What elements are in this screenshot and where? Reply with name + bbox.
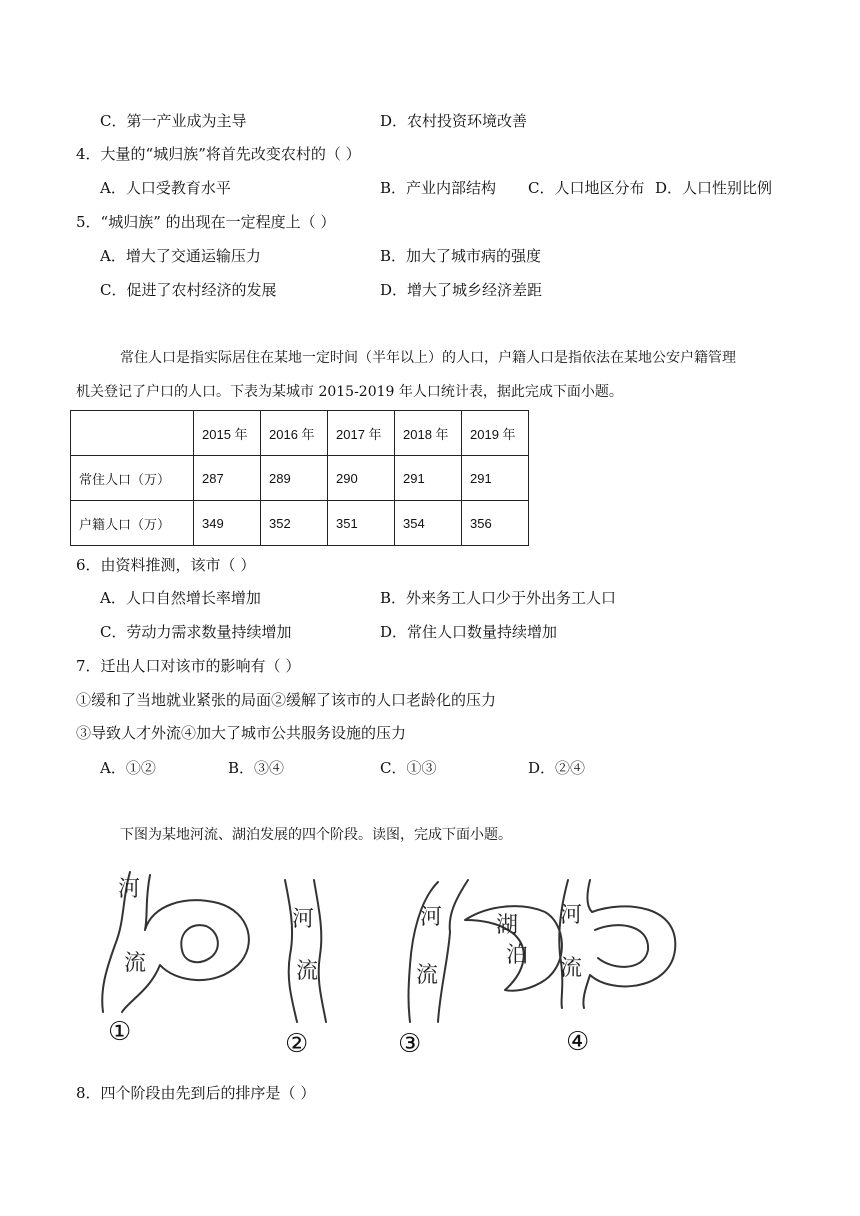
q8-stem: 8．四个阶段由先到后的排序是（ ）: [76, 1084, 316, 1102]
river-lake-stages-figure: [0, 860, 860, 1060]
q6-option-b: B．外来务工人口少于外出务工人口: [380, 589, 617, 607]
passage-1-line-2: 机关登记了户口的人口。下表为某城市 2015-2019 年人口统计表，据此完成下面小题。: [76, 384, 623, 400]
q4-option-c: C．人口地区分布: [528, 179, 645, 197]
stage-1-number: ①: [108, 1017, 132, 1047]
table-cell: 290: [328, 456, 395, 501]
stage-3-diagram: [409, 880, 562, 1022]
stage-1-river-label: 流: [124, 951, 147, 976]
stage-3-lake-label: 泊: [506, 943, 529, 968]
stage-4-diagram: [559, 880, 675, 1008]
q5-option-c: C．促进了农村经济的发展: [100, 281, 277, 299]
q7-option-a: A．①②: [100, 759, 156, 777]
stage-2-river-label: 河: [292, 907, 315, 932]
table-header-cell: 2015 年: [194, 411, 261, 456]
q5-option-d: D．增大了城乡经济差距: [380, 281, 543, 299]
table-row: [71, 501, 529, 546]
table-cell: 352: [261, 501, 328, 546]
stage-4-number: ④: [566, 1027, 590, 1057]
table-cell: 351: [328, 501, 395, 546]
q7-option-d: D．②④: [528, 759, 586, 777]
population-table: [70, 410, 529, 546]
stage-3-river-label: 流: [416, 963, 439, 988]
table-cell: 289: [261, 456, 328, 501]
stage-2-number: ②: [285, 1029, 309, 1059]
stage-4-river-label: 河: [560, 903, 583, 928]
table-header-cell: 2017 年: [328, 411, 395, 456]
q6-stem: 6．由资料推测，该市（ ）: [76, 556, 256, 574]
stage-1-river-label: 河: [118, 877, 141, 902]
table-corner-cell: [71, 411, 194, 456]
table-cell: 287: [194, 456, 261, 501]
stage-2-river-label: 流: [296, 959, 319, 984]
q6-option-a: A．人口自然增长率增加: [100, 589, 261, 607]
q5-option-b: B．加大了城市病的强度: [380, 247, 542, 265]
stage-4-river-label: 流: [560, 956, 583, 981]
table-header-cell: 2016 年: [261, 411, 328, 456]
passage-1-line-1: 常住人口是指实际居住在某地一定时间（半年以上）的人口，户籍人口是指依法在某地公安户籍管理: [120, 350, 736, 366]
q5-stem: 5．“城归族” 的出现在一定程度上（ ）: [76, 213, 336, 231]
table-header-cell: 2019 年: [462, 411, 529, 456]
passage-2-line-1: 下图为某地河流、湖泊发展的四个阶段。读图，完成下面小题。: [120, 827, 512, 843]
table-row-label: 常住人口（万）: [71, 456, 194, 501]
q7-stem: 7．迁出人口对该市的影响有（ ）: [76, 657, 301, 675]
q4-stem: 4．大量的“城归族”将首先改变农村的（ ）: [76, 145, 361, 163]
q7-statement-line-1: ①缓和了当地就业紧张的局面②缓解了该市的人口老龄化的压力: [76, 691, 497, 709]
stage-3-lake-label: 湖: [496, 913, 519, 938]
table-row: [71, 456, 529, 501]
stage-3-number: ③: [398, 1029, 422, 1059]
q6-option-c: C．劳动力需求数量持续增加: [100, 623, 292, 641]
table-cell: 291: [395, 456, 462, 501]
table-row-label: 户籍人口（万）: [71, 501, 194, 546]
q4-option-a: A．人口受教育水平: [100, 179, 231, 197]
q3-option-c: C．第一产业成为主导: [100, 112, 247, 130]
table-cell: 356: [462, 501, 529, 546]
q7-option-b: B．③④: [228, 759, 285, 777]
q5-option-a: A．增大了交通运输压力: [100, 247, 261, 265]
stage-3-river-label: 河: [420, 905, 443, 930]
table-cell: 354: [395, 501, 462, 546]
q4-option-d: D．人口性别比例: [655, 179, 773, 197]
table-header-row: [71, 411, 529, 456]
q4-option-b: B．产业内部结构: [380, 179, 497, 197]
q6-option-d: D．常住人口数量持续增加: [380, 623, 558, 641]
stage-2-diagram: [285, 880, 326, 1022]
table-cell: 349: [194, 501, 261, 546]
table-header-cell: 2018 年: [395, 411, 462, 456]
q7-statement-line-2: ③导致人才外流④加大了城市公共服务设施的压力: [76, 724, 407, 742]
q3-option-d: D．农村投资环境改善: [380, 112, 528, 130]
table-cell: 291: [462, 456, 529, 501]
q7-option-c: C．①③: [380, 759, 437, 777]
